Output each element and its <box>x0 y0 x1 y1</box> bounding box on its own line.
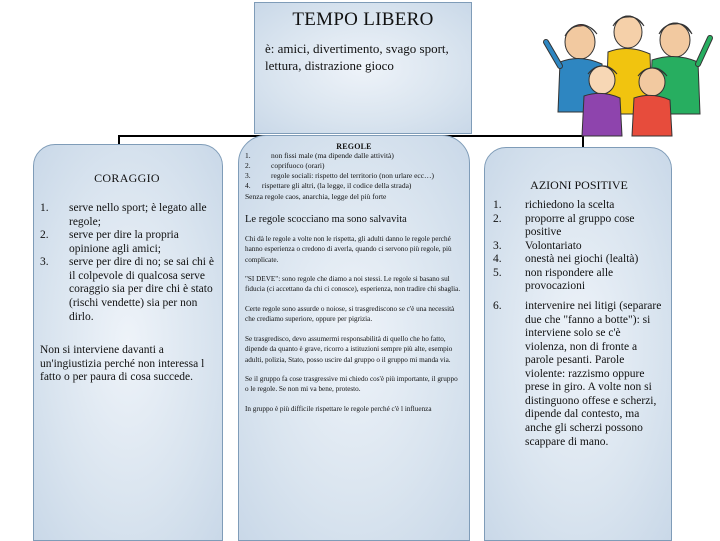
azioni-positive-box <box>484 147 672 541</box>
list-item <box>493 199 665 213</box>
list-item <box>493 253 665 267</box>
regole-paragraph: Chi dà le regole a volte non le rispetta, gli adulti danno le regole perché hanno esperienza o credono di averla, quando ci servono più regole, più complicate. <box>245 234 452 264</box>
regole-paragraph: In gruppo è più difficile rispettare le regole perché c'è l influenza <box>245 404 432 413</box>
list-item <box>40 256 214 324</box>
list-number: 1. <box>40 202 49 214</box>
azioni-positive-list <box>493 199 665 449</box>
regole-box <box>238 135 470 541</box>
list-number: 2. <box>40 229 49 242</box>
regole-paragraph: "SI DEVE": sono regole che diamo a noi stessi. Le regole si basano sul fiducia (ci accettano da chi ci conosce), esperienza, non tradire chi sbaglia. <box>245 274 461 294</box>
regole-list <box>245 151 463 181</box>
coraggio-heading: CORAGGIO <box>94 171 160 185</box>
list-number: 6. <box>493 299 502 312</box>
tempo-libero-box <box>254 2 472 134</box>
tempo-libero-description: è: amici, divertimento, svago sport, lettura, distrazione gioco <box>265 41 449 73</box>
list-number: 1. <box>245 151 251 160</box>
list-item <box>245 161 463 171</box>
regole-paragraph: Se trasgredisco, devo assumermi responsabilità di quello che ho fatto, dipende da quanto è grave, ricorro a istituzioni sempre più alte, esempio adulti, polizia, Stato, posso uscire dal gruppo o il gruppo mi manda via. <box>245 334 453 364</box>
regole-salvavita: Le regole scocciano ma sono salvavita <box>245 213 407 225</box>
list-item <box>493 213 665 240</box>
tempo-libero-title: TEMPO LIBERO <box>292 9 434 30</box>
list-number: 4. <box>493 253 502 266</box>
list-item <box>493 300 665 449</box>
list-number: 3. <box>245 171 251 181</box>
list-text: non fissi male (ma dipende dalle attività) <box>271 151 394 160</box>
list-number: 2. <box>245 161 251 171</box>
list-number: 1. <box>493 199 502 211</box>
regole-paragraph: Se il gruppo fa cose trasgressive mi chiedo cos'è più importante, il gruppo o le regole. Se non mi va bene, protesto. <box>245 375 458 394</box>
list-text: onestà nei giochi (lealtà) <box>525 253 639 266</box>
regole-paragraph: Certe regole sono assurde o noiose, si trasgrediscono se c'è una necessità che crediamo superiore, oppure per pigrizia. <box>245 304 455 324</box>
list-number: 5. <box>493 266 502 279</box>
list-item <box>245 151 463 161</box>
regole-heading: REGOLE <box>336 142 372 151</box>
coraggio-note: Non si interviene davanti a un'ingiustizia perché non interessa l fatto o per paura di cosa succede. <box>40 344 205 384</box>
coraggio-list <box>40 202 214 324</box>
list-number: 3. <box>493 239 502 252</box>
list-text: coprifuoco (orari) <box>271 161 325 171</box>
list-item <box>493 267 665 294</box>
list-item <box>40 202 214 229</box>
list-item <box>493 240 665 254</box>
azioni-positive-heading: AZIONI POSITIVE <box>530 178 628 192</box>
list-item <box>40 229 214 256</box>
list-text: non rispondere alle provocazioni <box>525 266 614 293</box>
list-number: 2. <box>493 212 502 225</box>
list-text: serve nello sport; è legato alle regole; <box>69 202 207 228</box>
group-of-people-icon <box>540 2 715 138</box>
list-number: 3. <box>40 256 49 269</box>
list-text: serve per dire la propria opinione agli amici; <box>69 229 179 255</box>
list-text: regole sociali: rispetto del territorio (non urlare ecc…) <box>271 171 435 181</box>
regole-item-4b: Senza regole caos, anarchia, legge del più forte <box>245 191 387 201</box>
list-item <box>245 171 463 181</box>
coraggio-box <box>33 144 223 541</box>
list-text: intervenire nei litigi (separare due che "fanno a botte"): si interviene solo se c'è violenza, non di fronte a parole pesanti. Parole violente: razzismo oppure prese in giro. A volte non si distinguono offese e scherzi, dipende dal contesto, ma anche gli scherzi possono scappare di mano. <box>525 299 662 448</box>
list-text: Volontariato <box>525 239 582 252</box>
list-text: richiedono la scelta <box>525 199 615 211</box>
regole-item-4: 4. rispettare gli altri, (la legge, il codice della strada) <box>245 181 412 191</box>
list-text: serve per dire di no; se sai chi è il colpevole di qualcosa serve coraggio sia per dire chi è stato (rischi vendette) sia per non dirlo. <box>69 256 214 323</box>
list-text: proporre al gruppo cose positive <box>525 212 635 239</box>
